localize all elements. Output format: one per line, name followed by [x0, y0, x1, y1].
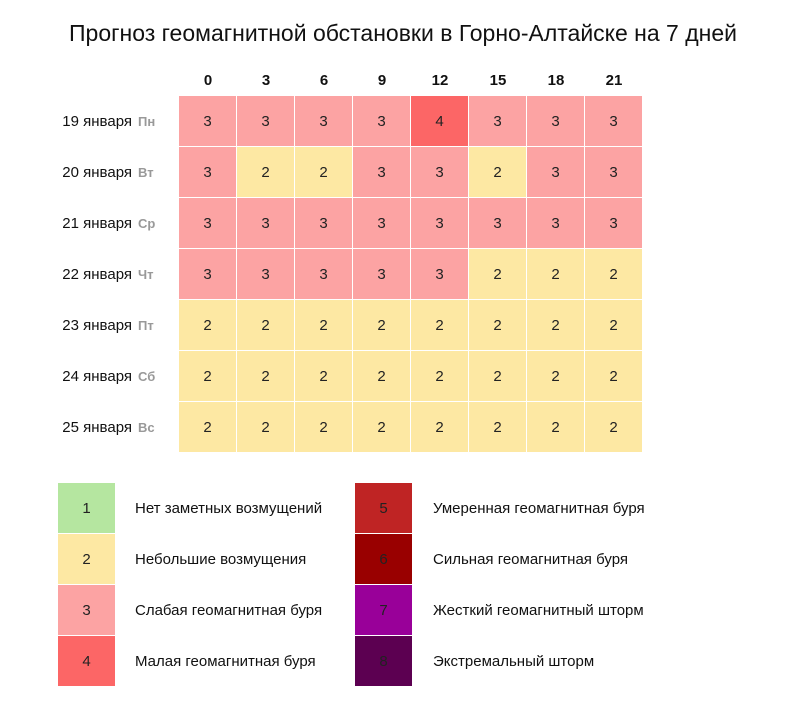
- heatmap-cell: 2: [179, 300, 236, 350]
- heatmap-cell: 3: [353, 147, 410, 197]
- heatmap-cell: 2: [585, 351, 642, 401]
- heatmap-cell: 3: [179, 198, 236, 248]
- heatmap-cell: 3: [411, 249, 468, 299]
- row-weekday: Вс: [138, 420, 155, 435]
- heatmap-cell: 3: [411, 198, 468, 248]
- heatmap-cell: 3: [295, 249, 352, 299]
- row-label: [0, 300, 162, 351]
- heatmap-cell: 3: [585, 147, 642, 197]
- row-label: [0, 198, 162, 249]
- column-header-3: 3: [261, 72, 271, 89]
- legend-label-5: Умеренная геомагнитная буря: [433, 499, 645, 517]
- heatmap-cell: 3: [179, 249, 236, 299]
- heatmap-cell: 3: [527, 147, 584, 197]
- heatmap-cell: 3: [237, 249, 294, 299]
- legend-swatch-5: 5: [355, 483, 412, 533]
- legend-label-6: Сильная геомагнитная буря: [433, 550, 628, 568]
- heatmap-cell: 3: [469, 198, 526, 248]
- row-label: [0, 402, 162, 453]
- row-date: 20 января: [62, 164, 132, 181]
- heatmap-cell: 3: [353, 249, 410, 299]
- heatmap-cell: 3: [237, 96, 294, 146]
- row-label: [0, 147, 162, 198]
- heatmap-cell: 2: [295, 147, 352, 197]
- legend-swatch-6: 6: [355, 534, 412, 584]
- heatmap-cell: 2: [295, 300, 352, 350]
- heatmap-cell: 2: [527, 300, 584, 350]
- column-header-21: 21: [605, 72, 623, 89]
- heatmap-cell: 3: [295, 198, 352, 248]
- row-date: 22 января: [62, 266, 132, 283]
- row-date: 23 января: [62, 317, 132, 334]
- heatmap-cell: 2: [237, 402, 294, 452]
- heatmap-cell: 2: [585, 249, 642, 299]
- heatmap-cell: 2: [179, 402, 236, 452]
- row-weekday: Чт: [138, 267, 154, 282]
- heatmap-cell: 2: [411, 300, 468, 350]
- legend-swatch-3: 3: [58, 585, 115, 635]
- heatmap-cell: 2: [527, 402, 584, 452]
- row-date: 24 января: [62, 368, 132, 385]
- row-label: [0, 351, 162, 402]
- heatmap-cell: 3: [179, 96, 236, 146]
- heatmap-cell: 2: [469, 249, 526, 299]
- heatmap-cell: 2: [527, 249, 584, 299]
- heatmap-cell: 2: [469, 300, 526, 350]
- heatmap-cell: 3: [179, 147, 236, 197]
- legend-swatch-4: 4: [58, 636, 115, 686]
- legend-label-3: Слабая геомагнитная буря: [135, 601, 323, 619]
- heatmap-cell: 2: [469, 402, 526, 452]
- heatmap-cell: 3: [411, 147, 468, 197]
- row-label: [0, 249, 162, 300]
- legend-swatch-2: 2: [58, 534, 115, 584]
- heatmap-cell: 3: [353, 198, 410, 248]
- row-date: 25 января: [62, 419, 132, 436]
- column-header-12: 12: [431, 72, 449, 89]
- legend-swatch-1: 1: [58, 483, 115, 533]
- row-weekday: Ср: [138, 216, 156, 231]
- heatmap-cell: 2: [179, 351, 236, 401]
- legend-label-8: Экстремальный шторм: [433, 652, 595, 670]
- row-weekday: Пн: [138, 114, 156, 129]
- heatmap-cell: 2: [527, 351, 584, 401]
- heatmap-cell: 2: [585, 402, 642, 452]
- heatmap-cell: 3: [527, 198, 584, 248]
- heatmap-cell: 3: [469, 96, 526, 146]
- legend-label-2: Небольшие возмущения: [135, 550, 307, 568]
- heatmap-cell: 3: [237, 198, 294, 248]
- row-weekday: Сб: [138, 369, 156, 384]
- column-header-18: 18: [547, 72, 565, 89]
- row-date: 19 января: [62, 113, 132, 130]
- row-label: [0, 96, 162, 147]
- heatmap-cell: 2: [353, 402, 410, 452]
- heatmap-cell: 2: [353, 351, 410, 401]
- column-header-15: 15: [489, 72, 507, 89]
- heatmap-cell: 3: [585, 198, 642, 248]
- row-weekday: Пт: [138, 318, 154, 333]
- heatmap-cell: 3: [585, 96, 642, 146]
- column-header-0: 0: [203, 72, 213, 89]
- heatmap-cell: 2: [237, 351, 294, 401]
- heatmap-cell: 2: [237, 300, 294, 350]
- row-date: 21 января: [62, 215, 132, 232]
- heatmap-cell: 2: [295, 351, 352, 401]
- row-weekday: Вт: [138, 165, 154, 180]
- heatmap-cell: 2: [469, 351, 526, 401]
- heatmap-cell: 3: [353, 96, 410, 146]
- column-header-9: 9: [377, 72, 387, 89]
- column-header-6: 6: [319, 72, 329, 89]
- heatmap-cell: 4: [411, 96, 468, 146]
- heatmap-cell: 3: [527, 96, 584, 146]
- heatmap-cell: 2: [295, 402, 352, 452]
- legend-label-7: Жесткий геомагнитный шторм: [433, 601, 644, 619]
- heatmap-cell: 2: [411, 351, 468, 401]
- legend-swatch-8: 8: [355, 636, 412, 686]
- heatmap-cell: 2: [237, 147, 294, 197]
- heatmap-cell: 2: [585, 300, 642, 350]
- chart-title: Прогноз геомагнитной обстановки в Горно-Алтайске на 7 дней: [69, 20, 737, 46]
- heatmap-cell: 2: [411, 402, 468, 452]
- heatmap-cell: 3: [295, 96, 352, 146]
- heatmap-cell: 2: [353, 300, 410, 350]
- heatmap-cell: 2: [469, 147, 526, 197]
- legend-label-4: Малая геомагнитная буря: [135, 652, 316, 670]
- legend-swatch-7: 7: [355, 585, 412, 635]
- legend-label-1: Нет заметных возмущений: [135, 499, 323, 517]
